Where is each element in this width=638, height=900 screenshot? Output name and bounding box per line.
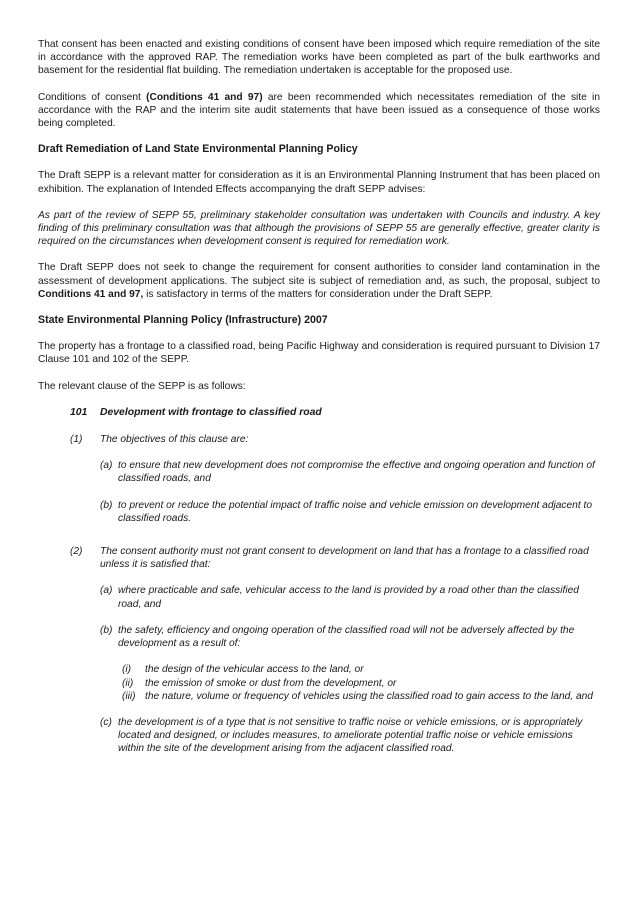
paragraph-1a xyxy=(38,459,600,485)
clause-101 xyxy=(38,406,600,756)
paragraph-letter: (a) xyxy=(100,460,113,472)
paragraph-2a xyxy=(38,584,600,610)
paragraph-text: Conditions of consent xyxy=(38,91,147,103)
paragraph-letter: (b) xyxy=(100,624,113,636)
paragraph-item-text: where practicable and safe, vehicular access to the land is provided by a road other than the classified road, and xyxy=(118,585,579,610)
subclause-number: (1) xyxy=(70,434,83,446)
section-heading-infrastructure-sepp: State Environmental Planning Policy (Infrastructure) 2007 xyxy=(38,314,328,327)
paragraph-draft-sepp-assessment xyxy=(38,261,600,301)
paragraph-item-text: to prevent or reduce the potential impact of traffic noise and vehicle emission on development adjacent to classified roads. xyxy=(118,499,592,524)
paragraph-relevant-clause-intro: The relevant clause of the SEPP is as follows: xyxy=(38,380,246,392)
paragraph-2b xyxy=(38,624,600,650)
paragraph-classified-road-frontage: The property has a frontage to a classified road, being Pacific Highway and consideration is required pursuant to Division 17 Clause 101 and 102 of the SEPP. xyxy=(38,341,600,366)
paragraph-conditions-of-consent xyxy=(38,91,600,131)
paragraph-text: are been recommended which necessitates remediation of the site in accordance with the RAP and the interim site audit statements that have been issued as a consequence of those works being completed. xyxy=(38,91,600,130)
subclause-text: The objectives of this clause are: xyxy=(100,434,249,446)
subclause-2 xyxy=(38,545,600,571)
subparagraph-text: the nature, volume or frequency of vehicles using the classified road to gain access to the land, and xyxy=(145,690,593,702)
paragraph-letter: (b) xyxy=(100,499,113,511)
subparagraph-numeral: (iii) xyxy=(122,690,136,702)
paragraph-1b xyxy=(38,499,600,525)
paragraph-letter: (a) xyxy=(100,585,113,597)
paragraph-text: The Draft SEPP does not seek to change the requirement for consent authorities to consider land contamination in the assessment of development applications. The subject site is subject of remediation and, as such, the proposal, subject to xyxy=(38,262,600,287)
subparagraph-iii xyxy=(38,690,600,703)
paragraph-draft-sepp-relevance: The Draft SEPP is a relevant matter for consideration as it is an Environmental Planning Instrument that has been placed on exhibition. The explanation of Intended Effects accompanying the draft SEPP advises: xyxy=(38,170,600,195)
subclause-number: (2) xyxy=(70,546,83,558)
paragraph-2c xyxy=(38,716,600,756)
conditions-reference: (Conditions 41 and 97) xyxy=(146,91,263,103)
paragraph-item-text: the development is of a type that is not sensitive to traffic noise or vehicle emissions, or is appropriately located and designed, or includes measures, to ameliorate potential traffic noise or vehicle emissions within the site of the development arising from the adjacent classified road. xyxy=(118,716,583,755)
document-page xyxy=(38,38,600,769)
subclause-1 xyxy=(38,433,600,446)
paragraph-consent-enacted: That consent has been enacted and existing conditions of consent have been imposed which require remediation of the site in accordance with the approved RAP. The remediation works have been completed as part of the bulk earthworks and basement for the residential flat building. The remediation undertaken is acceptable for the proposed use. xyxy=(38,39,600,77)
paragraph-letter: (c) xyxy=(100,716,112,728)
subparagraph-text: the emission of smoke or dust from the development, or xyxy=(145,677,397,689)
quoted-explanation: As part of the review of SEPP 55, preliminary stakeholder consultation was undertaken with Councils and industry. A key finding of this preliminary consultation was that although the provisions of SEPP 55 are generally effective, greater clarity is required on the circumstances when development consent is required for remediation work. xyxy=(38,209,600,248)
subparagraph-numeral: (i) xyxy=(122,664,132,676)
clause-number: 101 xyxy=(70,406,88,418)
paragraph-text: is satisfactory in terms of the matters for consideration under the Draft SEPP. xyxy=(143,288,493,300)
subparagraph-ii xyxy=(38,677,600,690)
subclause-text: The consent authority must not grant consent to development on land that has a frontage to a classified road unless it is satisfied that: xyxy=(100,546,589,571)
paragraph-item-text: the safety, efficiency and ongoing operation of the classified road will not be adversely affected by the development as a result of: xyxy=(118,624,575,650)
subparagraph-numeral: (ii) xyxy=(122,677,134,689)
subparagraph-text: the design of the vehicular access to the land, or xyxy=(145,664,364,676)
subparagraph-list xyxy=(38,663,600,703)
clause-heading: Development with frontage to classified road xyxy=(100,406,322,418)
subparagraph-i xyxy=(38,663,600,676)
conditions-reference: Conditions 41 and 97, xyxy=(38,288,144,300)
section-heading-draft-remediation-sepp: Draft Remediation of Land State Environmental Planning Policy xyxy=(38,143,358,156)
paragraph-item-text: to ensure that new development does not compromise the effective and ongoing operation and function of classified roads, and xyxy=(118,460,595,485)
clause-title xyxy=(70,406,600,419)
